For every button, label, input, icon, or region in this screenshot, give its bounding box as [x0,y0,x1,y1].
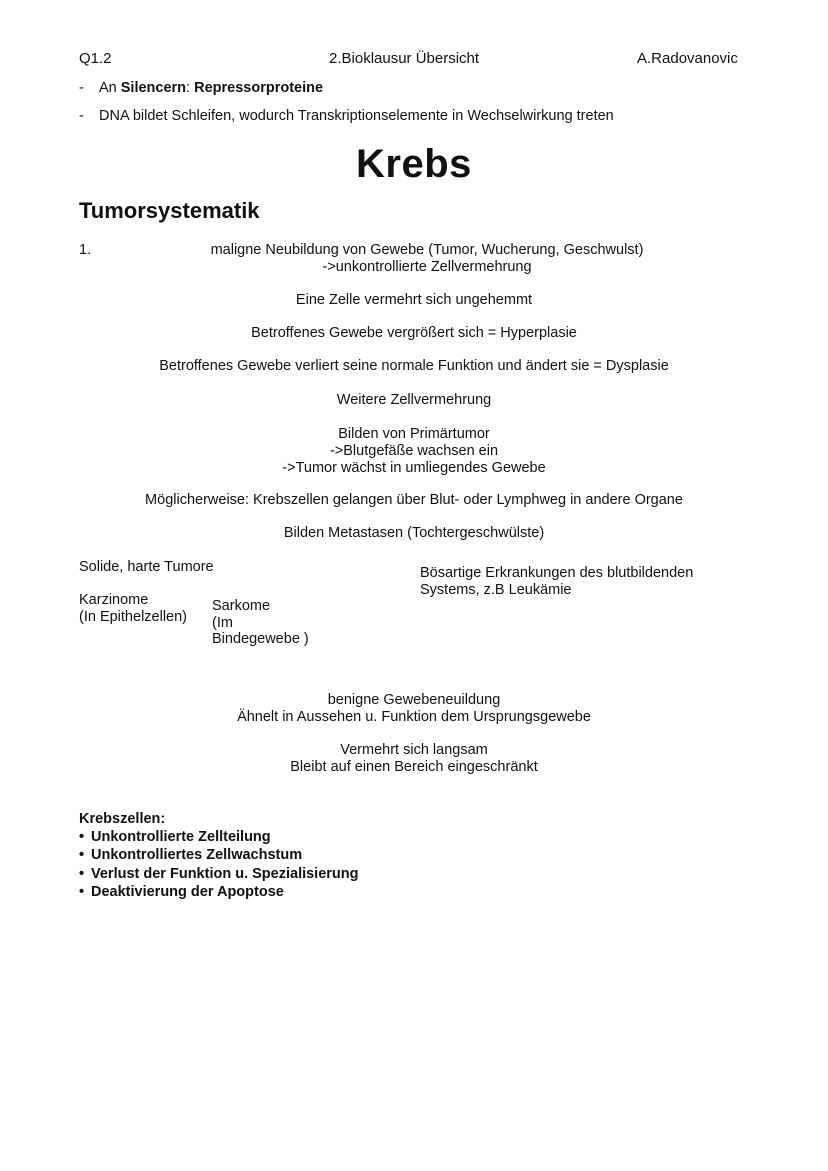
step-line: ->Blutgefäße wachsen ein [329,442,499,459]
step-metastases [0,525,828,542]
blood-disease-block [420,565,693,599]
bullet-text: DNA bildet Schleifen, wodurch Transkriptionselemente in Wechselwirkung treten [99,108,614,124]
intro-bullet-silencer [79,80,323,97]
step-line: Eine Zelle vermehrt sich ungehemmt [295,292,533,308]
bullet-prefix: An [99,80,121,96]
step-spread [0,492,828,509]
benign-line: Vermehrt sich langsam [340,742,488,758]
krebszellen-heading: Krebszellen: [79,811,166,827]
sarkome-note: (Im [212,614,233,631]
list-item [79,883,359,901]
bullet-separator: : [186,80,195,96]
step-line: maligne Neubildung von Gewebe (Tumor, Wucherung, Geschwulst) [210,242,644,258]
krebszellen-list [79,810,359,901]
step-line: Bilden von Primärtumor [338,426,490,442]
course-label: Q1.2 [79,50,112,67]
section-title: Tumorsystematik [79,198,260,223]
sarkome-note: Bindegewebe ) [212,631,309,647]
benign-line: Ähnelt in Aussehen u. Funktion dem Ursprungsgewebe [237,708,591,725]
step-line: ->Tumor wächst in umliegendes Gewebe [282,459,546,476]
list-item [79,828,359,846]
step-line: Weitere Zellvermehrung [336,392,492,408]
document-title: 2.Bioklausur Übersicht [329,50,480,67]
step-cell-multiplies [0,292,828,309]
list-item [79,865,359,883]
karzinome-block [79,592,187,626]
number-label: 1. [79,242,92,258]
step-hyperplasia [0,325,828,342]
intro-bullet-dna [79,108,614,125]
benign-line: Bleibt auf einen Bereich eingeschränkt [290,758,538,775]
bullet-dash: - [79,80,84,96]
karzinome-note: (In Epithelzellen) [79,609,187,625]
bullet-dash: - [79,108,84,124]
benign-growth [0,742,828,776]
step-line: Möglicherweise: Krebszellen gelangen über Blut- oder Lymphweg in andere Organe [145,492,683,508]
bullet-definition: Repressorproteine [194,80,324,96]
sarkome-title: Sarkome [212,598,271,614]
step-dysplasia [0,358,828,375]
blood-disease-line: Systems, z.B Leukämie [420,582,572,598]
step-line: ->unkontrollierte Zellvermehrung [322,258,532,275]
author-name: A.Radovanovic [637,50,738,67]
list-item-text: Verlust der Funktion u. Spezialisierung [91,865,359,882]
list-item-text: Deaktivierung der Apoptose [91,883,284,900]
solid-tumors-label: Solide, harte Tumore [79,559,214,575]
step-malignant [13,242,828,276]
list-item [79,846,359,864]
step-line: Betroffenes Gewebe vergrößert sich = Hyperplasie [251,325,577,341]
sarkome-block [212,598,309,648]
list-item-text: Unkontrollierte Zellteilung [91,829,271,846]
benign-line: benigne Gewebeneuildung [327,692,501,708]
list-item-text: Unkontrolliertes Zellwachstum [91,847,303,864]
step-primary-tumor [0,426,828,476]
step-line: Bilden Metastasen (Tochtergeschwülste) [283,525,545,541]
karzinome-title: Karzinome [79,592,149,608]
bullet-term: Silencern [120,80,187,96]
main-title: Krebs [356,142,472,186]
benign-description [0,692,828,726]
step-line: Betroffenes Gewebe verliert seine normale Funktion und ändert sie = Dysplasie [159,358,669,374]
blood-disease-line: Bösartige Erkrankungen des blutbildenden [420,565,694,581]
step-further-growth [0,392,828,409]
